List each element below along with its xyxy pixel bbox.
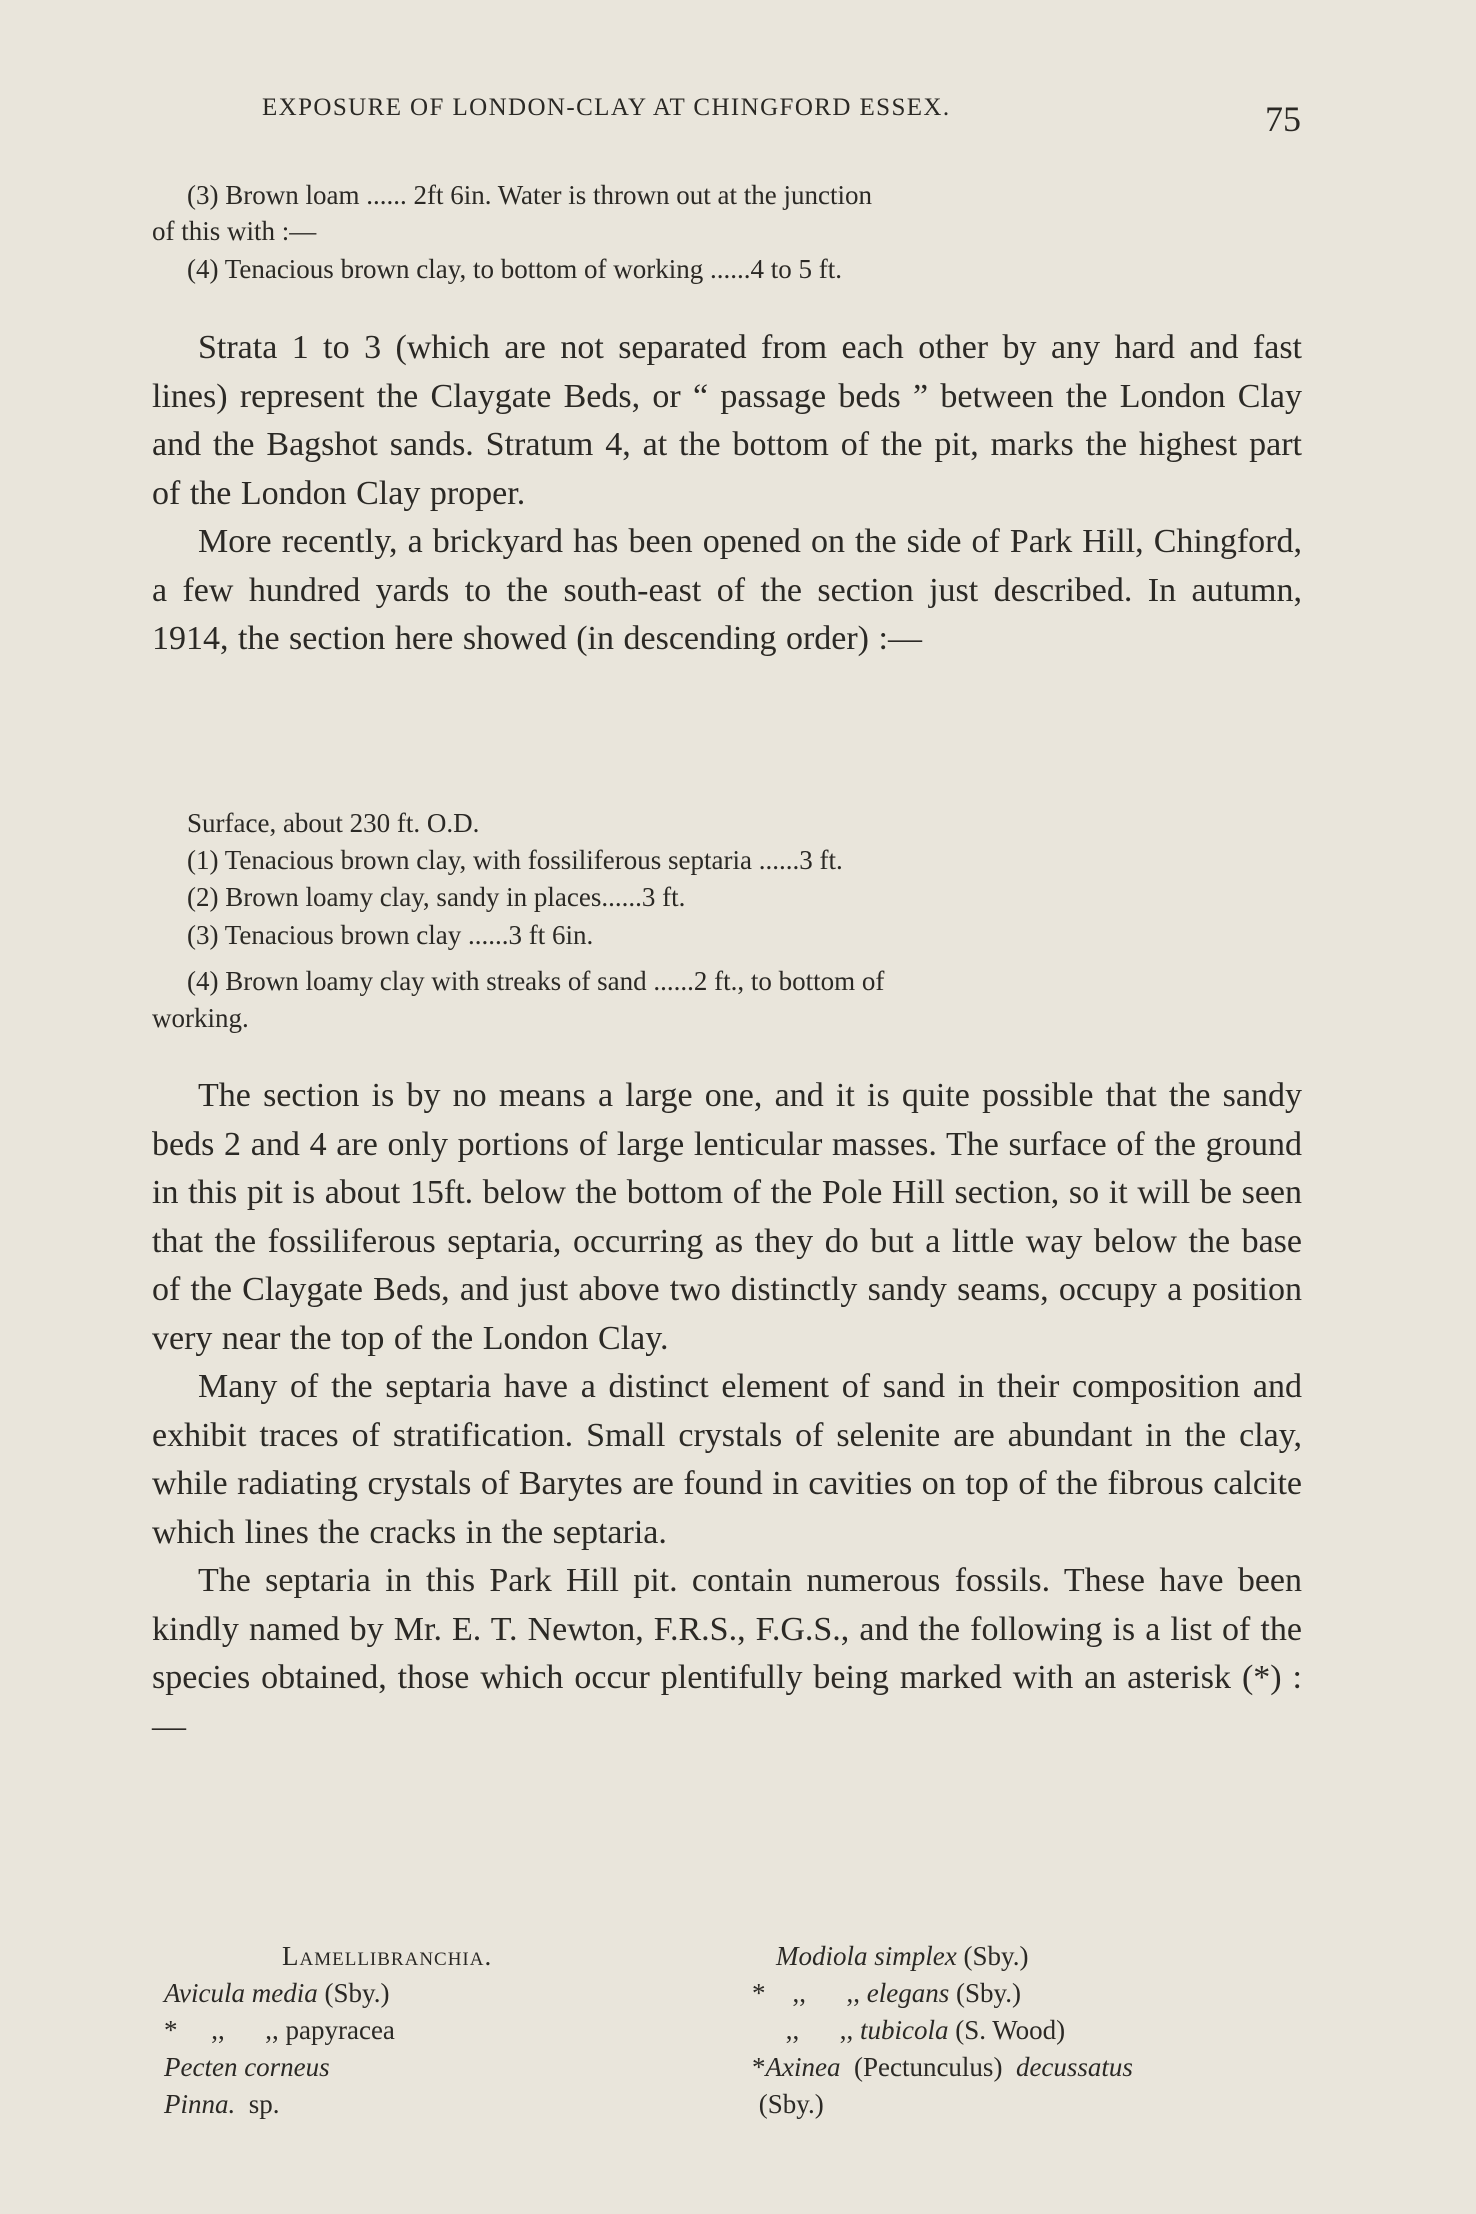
paragraph-fossils: The septaria in this Park Hill pit. contain numerous fossils. These have been kindly named by Mr. E. T. Newton, F.R.S., F.G.S., and the following is a list of the species obtained, those which occur plentifully being marked with an asterisk (*) :— bbox=[152, 1562, 1302, 1745]
species-entry: *Axinea (Pectunculus) decussatus bbox=[752, 2052, 1133, 2082]
body-paragraphs-2 bbox=[152, 1072, 1302, 1751]
section-item: (2) Brown loamy clay, sandy in places......3 ft. bbox=[187, 882, 686, 912]
species-list-left bbox=[164, 1938, 492, 2123]
section-item-3: (3) Brown loam ...... 2ft 6in. Water is thrown out at the junction bbox=[187, 180, 872, 210]
body-paragraphs-1 bbox=[152, 324, 1302, 664]
section-surface: Surface, about 230 ft. O.D. bbox=[187, 808, 480, 838]
section-item: (3) Tenacious brown clay ......3 ft 6in. bbox=[187, 920, 594, 950]
species-entry: ,, ,, tubicola (S. Wood) bbox=[752, 2015, 1066, 2045]
running-title: EXPOSURE OF LONDON-CLAY AT CHINGFORD ESSEX. bbox=[262, 94, 951, 121]
paragraph-septaria: Many of the septaria have a distinct element of sand in their composition and exhibit traces of stratification. Small crystals of selenite are abundant in the clay, while radiating crystals of Barytes are found in cavities on top of the fibrous calcite which lines the cracks in the septaria. bbox=[152, 1368, 1302, 1551]
paragraph-strata: Strata 1 to 3 (which are not separated from each other by any hard and fast lines) represent the Claygate Beds, or “ passage beds ” between the London Clay and the Bagshot sands. Stratum 4, at the bottom of the pit, marks the highest part of the London Clay proper. bbox=[152, 329, 1302, 512]
species-heading: Lamellibranchia. bbox=[282, 1941, 493, 1971]
species-entry-continuation: (Sby.) bbox=[752, 2089, 824, 2119]
paragraph-section-size: The section is by no means a large one, and it is quite possible that the sandy beds 2 and 4 are only portions of large lenticular masses. The surface of the ground in this pit is about 15ft. below the bottom of the Pole Hill section, so it will be seen that the fossiliferous septaria, occurring as they do but a little way below the base of the Claygate Beds, and just above two distinctly sandy seams, occupy a position very near the top of the London Clay. bbox=[152, 1077, 1302, 1357]
section-item-4: (4) Brown loamy clay with streaks of sand ......2 ft., to bottom of bbox=[187, 966, 885, 996]
section-item: (1) Tenacious brown clay, with fossiliferous septaria ......3 ft. bbox=[187, 845, 843, 875]
species-entry: Avicula media (Sby.) bbox=[164, 1978, 390, 2008]
species-entry: Modiola simplex (Sby.) bbox=[776, 1941, 1029, 1971]
section-item-4-continuation: working. bbox=[152, 1003, 249, 1033]
section-item-4: (4) Tenacious brown clay, to bottom of working ......4 to 5 ft. bbox=[187, 254, 843, 284]
species-entry: * ,, ,, elegans (Sby.) bbox=[752, 1978, 1021, 2008]
paragraph-brickyard: More recently, a brickyard has been opened on the side of Park Hill, Chingford, a few hundred yards to the south-east of the section just described. In autumn, 1914, the section here showed (in descending order) :— bbox=[152, 523, 1302, 657]
species-list-right bbox=[752, 1938, 1133, 2123]
species-entry: Pecten corneus bbox=[164, 2052, 330, 2082]
page-number: 75 bbox=[1265, 99, 1301, 139]
section-item-3-continuation: of this with :— bbox=[152, 216, 317, 246]
species-entry: Pinna. sp. bbox=[164, 2089, 280, 2119]
species-entry: * ,, ,, papyracea bbox=[164, 2015, 395, 2045]
